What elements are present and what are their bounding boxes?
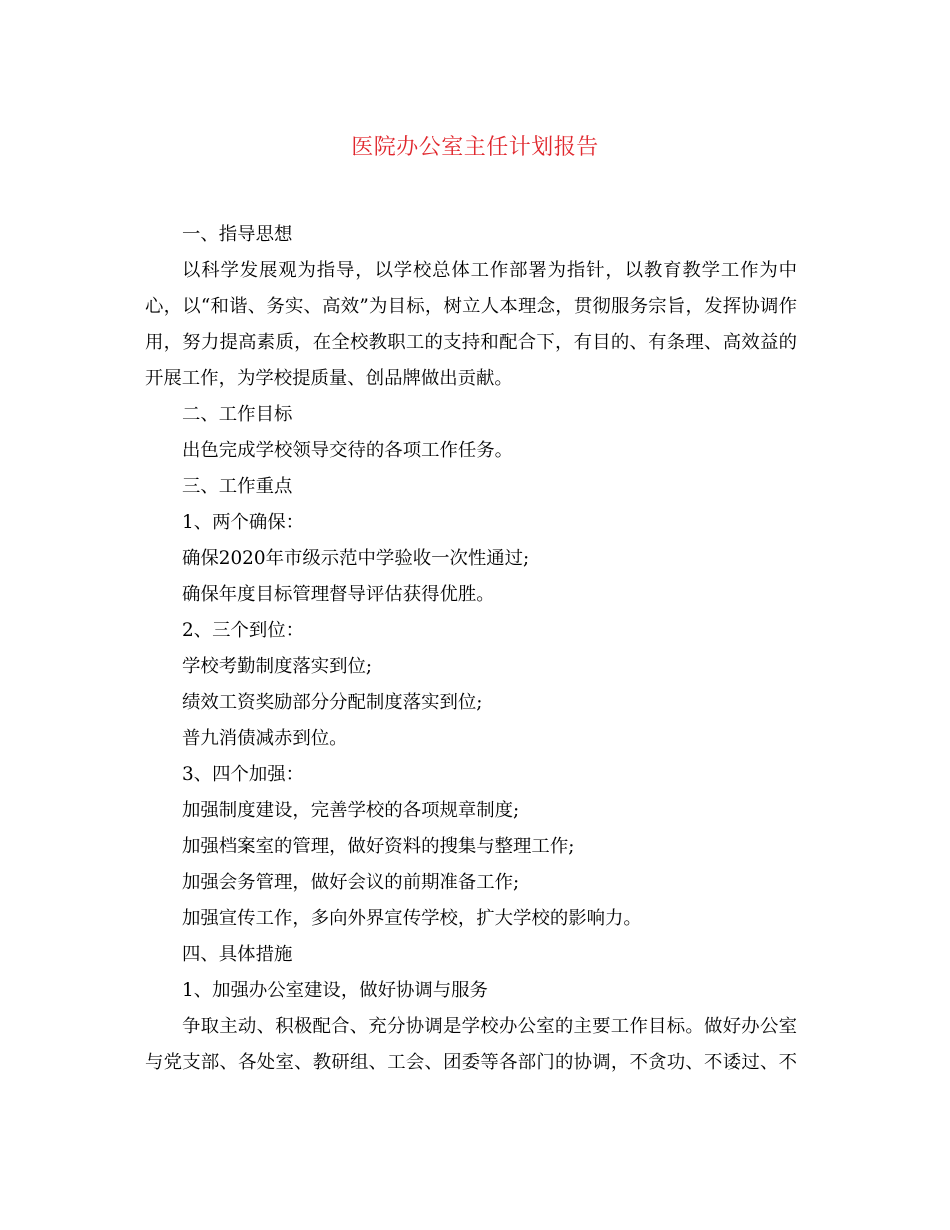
list-item: 加强会务管理，做好会议的前期准备工作; [182,872,520,893]
paragraph-line: 以科学发展观为指导，以学校总体工作部署为指针，以教育教学工作为中 [182,260,797,281]
list-item: 加强档案室的管理，做好资料的搜集与整理工作; [182,836,575,857]
subheading-four-strengthen: 3、四个加强： [182,764,305,785]
heading-guiding-ideology: 一、指导思想 [182,224,293,245]
heading-work-goals: 二、工作目标 [182,404,293,425]
subheading-three-in-place: 2、三个到位： [182,620,305,641]
paragraph-line: 与党支部、各处室、教研组、工会、团委等各部门的协调，不贪功、不诿过、不 [145,1052,797,1073]
heading-work-focus: 三、工作重点 [182,476,293,497]
paragraph-line: 心，以“和谐、务实、高效”为目标，树立人本理念，贯彻服务宗旨，发挥协调作 [145,296,797,317]
paragraph-line: 争取主动、积极配合、充分协调是学校办公室的主要工作目标。做好办公室 [182,1016,797,1037]
document-title: 医院办公室主任计划报告 [351,135,599,160]
paragraph-line: 用，努力提高素质，在全校教职工的支持和配合下，有目的、有条理、高效益的 [145,332,797,353]
subheading-office-building: 1、加强办公室建设，做好协调与服务 [182,980,488,1001]
subheading-two-ensures: 1、两个确保： [182,512,305,533]
list-item: 加强宣传工作，多向外界宣传学校，扩大学校的影响力。 [182,908,642,929]
list-item: 绩效工资奖励部分分配制度落实到位; [182,692,483,713]
list-item: 普九消债减赤到位。 [182,728,348,749]
heading-specific-measures: 四、具体措施 [182,944,293,965]
list-item: 确保2020年市级示范中学验收一次性通过; [182,548,530,569]
list-item: 学校考勤制度落实到位; [182,656,373,677]
paragraph-line: 出色完成学校领导交待的各项工作任务。 [182,440,514,461]
list-item: 加强制度建设，完善学校的各项规章制度; [182,800,520,821]
list-item: 确保年度目标管理督导评估获得优胜。 [182,584,495,605]
paragraph-line: 开展工作，为学校提质量、创品牌做出贡献。 [145,368,513,389]
